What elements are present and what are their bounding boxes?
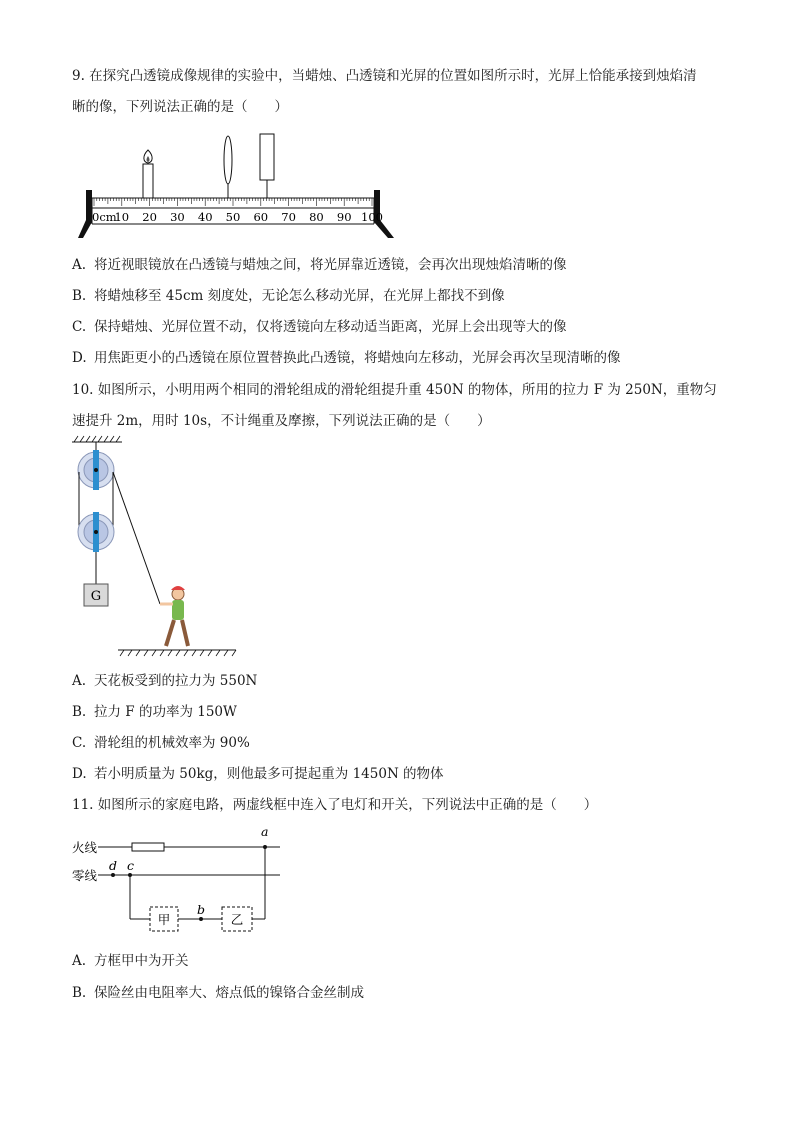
ruler-tick-label: 30	[170, 210, 185, 224]
fuse-icon	[132, 843, 164, 851]
live-wire-label: 火线	[72, 840, 98, 855]
ruler-tick-label: 70	[281, 210, 296, 224]
fixed-pulley	[78, 450, 114, 490]
candle	[143, 150, 153, 198]
q11-option-a[interactable]: A. 方框甲中为开关	[72, 953, 189, 969]
ruler-tick-label: 20	[142, 210, 157, 224]
q9-stem-line2: 晰的像，下列说法正确的是（ ）	[72, 99, 288, 115]
q9-option-c[interactable]: C. 保持蜡烛、光屏位置不动，仅将透镜向左移动适当距离，光屏上会出现等大的像	[72, 319, 567, 335]
ruler-tick-label: 50	[225, 210, 241, 224]
convex-lens	[224, 136, 232, 198]
q9-option-d[interactable]: D. 用焦距更小的凸透镜在原位置替换此凸透镜，将蜡烛向左移动，光屏会再次呈现清晰的像	[72, 350, 621, 366]
point-c-label: c	[127, 858, 135, 873]
q9-option-b[interactable]: B. 将蜡烛移至 45cm 刻度处，无论怎么移动光屏，在光屏上都找不到像	[72, 288, 505, 304]
point-b-label: b	[197, 902, 206, 917]
q10-option-d[interactable]: D. 若小明质量为 50kg，则他最多可提起重为 1450N 的物体	[72, 766, 444, 782]
point-a-label: a	[261, 824, 269, 839]
ruler-tick-label: 60	[253, 210, 269, 224]
q10-stem-line1: 10. 如图所示，小明用两个相同的滑轮组成的滑轮组提升重 450N 的物体，所用的拉力 F 为 250N，重物匀	[72, 382, 717, 398]
q10-stem-line2: 速提升 2m，用时 10s，不计绳重及摩擦，下列说法正确的是（ ）	[72, 413, 491, 429]
q9-stem-line1: 9. 在探究凸透镜成像规律的实验中，当蜡烛、凸透镜和光屏的位置如图所示时，光屏上恰能承接到烛焰清	[72, 68, 697, 84]
ruler-tick-label: 80	[309, 210, 324, 224]
q10-option-a[interactable]: A. 天花板受到的拉力为 550N	[72, 673, 258, 689]
q10-option-c[interactable]: C. 滑轮组的机械效率为 90%	[72, 735, 250, 751]
q11-stem: 11. 如图所示的家庭电路，两虚线框中连入了电灯和开关，下列说法中正确的是（ ）	[72, 797, 598, 813]
point-d-label: d	[109, 858, 118, 873]
q9-option-a[interactable]: A. 将近视眼镜放在凸透镜与蜡烛之间，将光屏靠近透镜，会再次出现烛焰清晰的像	[72, 257, 567, 273]
bench-left-leg	[78, 190, 92, 238]
neutral-wire-label: 零线	[72, 868, 98, 883]
ruler-tick-labels	[114, 210, 382, 224]
movable-pulley	[78, 512, 114, 552]
ruler-tick-label: 10	[114, 210, 130, 224]
weight-label: G	[90, 589, 102, 604]
ruler-tick-label: 100	[361, 210, 383, 224]
household-circuit-figure	[70, 822, 290, 940]
light-screen	[260, 134, 274, 198]
box-jia-label: 甲	[157, 912, 171, 927]
ruler-tick-label: 40	[197, 210, 213, 224]
optical-bench-figure	[72, 130, 402, 240]
box-yi-label: 乙	[230, 912, 244, 927]
person-icon	[160, 586, 188, 646]
ruler-unit-label: 0cm	[92, 210, 117, 224]
pulley-figure	[68, 434, 248, 664]
q10-option-b[interactable]: B. 拉力 F 的功率为 150W	[72, 704, 237, 720]
q11-option-b[interactable]: B. 保险丝由电阻率大、熔点低的镍铬合金丝制成	[72, 985, 364, 1001]
ruler-tick-label: 90	[336, 210, 352, 224]
